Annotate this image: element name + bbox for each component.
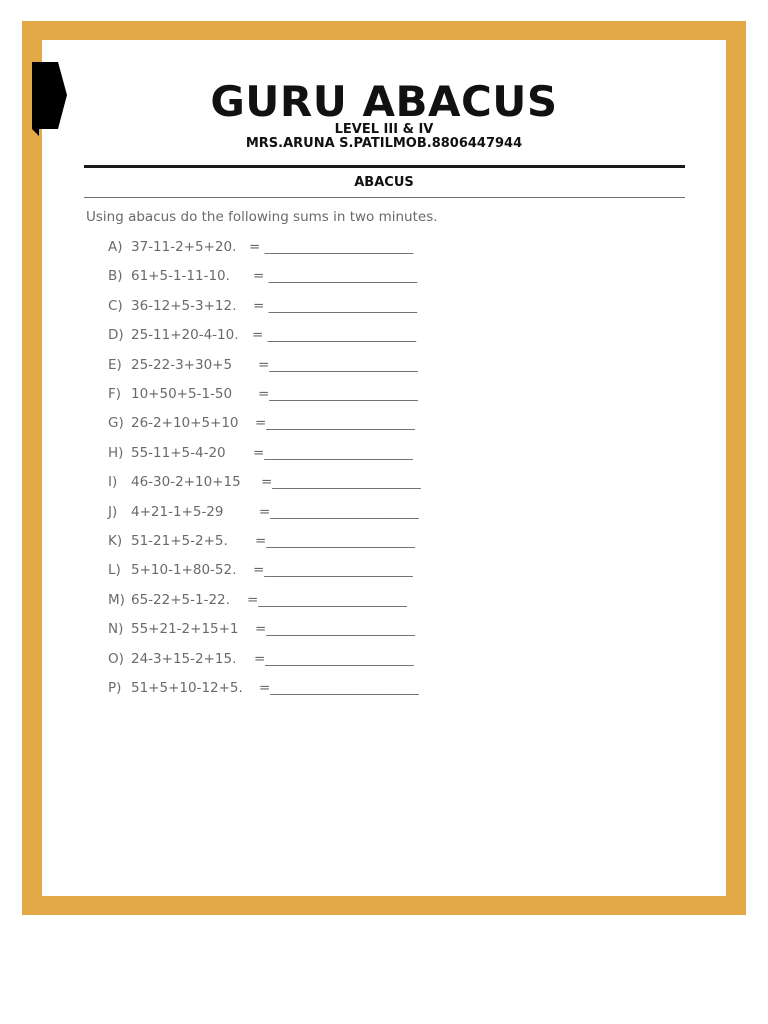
answer-blank[interactable]: =______________________ — [261, 474, 421, 491]
answer-blank[interactable]: =______________________ — [247, 591, 407, 608]
question-letter: G) — [108, 415, 124, 432]
answer-blank[interactable]: =______________________ — [255, 621, 415, 638]
answer-blank[interactable]: = ______________________ — [252, 327, 417, 344]
question-expression: 46-30-2+10+15 — [131, 474, 241, 491]
answer-blank[interactable]: = ______________________ — [253, 297, 418, 314]
answer-blank[interactable]: = ______________________ — [253, 268, 418, 285]
question-letter: O) — [108, 650, 124, 667]
answer-blank[interactable]: =______________________ — [259, 503, 419, 520]
question-letter: H) — [108, 444, 124, 461]
level-subtitle: LEVEL III & IV — [334, 122, 434, 137]
teacher-contact: MRS.ARUNA S.PATILMOB.8806447944 — [245, 136, 523, 151]
question-letter: I) — [108, 474, 118, 491]
question-expression: 51-21+5-2+5. — [131, 533, 228, 549]
question-letter: M) — [108, 591, 125, 608]
question-expression: 37-11-2+5+20. — [131, 239, 237, 255]
question-expression: 4+21-1+5-29 — [131, 503, 224, 520]
question-expression: 36-12+5-3+12. — [131, 297, 237, 314]
section-title: ABACUS — [354, 175, 414, 190]
answer-blank[interactable]: =______________________ — [259, 680, 419, 696]
answer-blank[interactable]: =______________________ — [258, 356, 418, 373]
question-expression: 65-22+5-1-22. — [131, 591, 230, 608]
question-letter: J) — [108, 503, 118, 520]
question-expression: 24-3+15-2+15. — [131, 650, 237, 667]
question-letter: C) — [108, 297, 123, 314]
question-expression: 5+10-1+80-52. — [131, 562, 237, 579]
question-letter: P) — [108, 680, 122, 696]
page-title: GURU ABACUS — [210, 77, 558, 126]
answer-blank[interactable]: =______________________ — [255, 415, 415, 432]
header-divider — [84, 165, 685, 168]
question-letter: B) — [108, 268, 123, 285]
question-expression: 25-11+20-4-10. — [131, 327, 239, 344]
question-expression: 61+5-1-11-10. — [131, 268, 230, 285]
question-letter: A) — [108, 239, 123, 255]
answer-blank[interactable]: =______________________ — [253, 444, 413, 461]
question-letter: F) — [108, 386, 122, 402]
question-expression: 55-11+5-4-20 — [131, 444, 226, 461]
question-expression: 51+5+10-12+5. — [131, 680, 243, 696]
question-letter: L) — [108, 562, 121, 579]
answer-blank[interactable]: =______________________ — [255, 533, 415, 549]
question-letter: K) — [108, 533, 123, 549]
answer-blank[interactable]: =______________________ — [258, 386, 418, 402]
instruction-text: Using abacus do the following sums in two minutes. — [86, 209, 438, 225]
question-expression: 26-2+10+5+10 — [131, 415, 239, 432]
question-letter: D) — [108, 327, 124, 344]
answer-blank[interactable]: =______________________ — [253, 562, 413, 579]
answer-blank[interactable]: = ______________________ — [249, 239, 414, 255]
worksheet-page — [42, 40, 726, 896]
question-expression: 55+21-2+15+1 — [131, 621, 239, 638]
question-expression: 10+50+5-1-50 — [131, 386, 233, 402]
section-divider — [84, 197, 685, 198]
question-expression: 25-22-3+30+5 — [131, 356, 233, 373]
question-letter: E) — [108, 356, 122, 373]
question-letter: N) — [108, 621, 124, 638]
answer-blank[interactable]: =______________________ — [254, 650, 414, 667]
